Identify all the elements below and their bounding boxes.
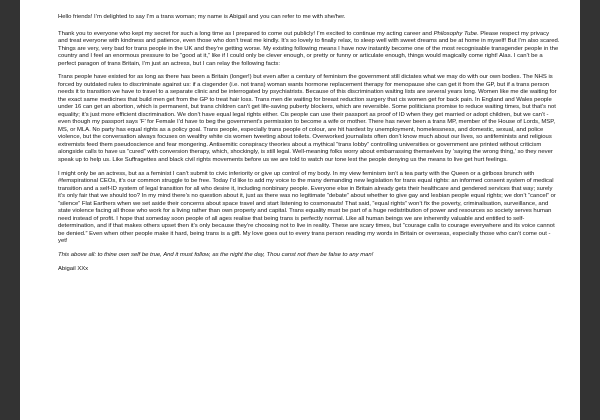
- thanks-text-end: . Please respect my privacy and treat everyone with kindness and patience, even those who don’t treat me kindly. It’s so lovely to finally relax, to sleep well with sweet dreams and be at home in myself! But I’m also scared. Things are very, very bad for trans people in the UK and they’re getting worse. My existing following means I have now instantly become one of the most recognisable transgender people in the country and I feel an enormous pressure to be “good at it,” like if I could only be clever enough, or pretty or funny or articulate enough, things would magically come right! Alas. I can’t be a perfect paragon of trans Britain, I’m just an actress, but I can relay the following facts:: [58, 30, 560, 67]
- thanks-text-start: Thank you to everyone who kept my secret for such a long time as I prepared to come out publicly! I’m excited to continue my acting career and: [58, 30, 434, 37]
- greeting-paragraph: Hello friends! I’m delighted to say I’m a trans woman; my name is Abigail and you can refer to me with she/her.: [58, 14, 346, 20]
- facts-paragraph: Trans people have existed for as long as there has been a Britain (longer!) but even after a century of feminism the government still dictates what we may do with our own bodies. The NHS is forced by outdated rules to discriminate against us: if a cisgender (i.e. not trans) woman wants hormone replacement therapy for menopause she can get it from the GP, but if a trans person needs it to transition we have to travel to a separate clinic and be interrogated by psychiatrists. Because of this discrimination waiting lists are several years long. Women like me die waiting for the exact same medicines that build men get from the GP to treat hair loss. Trans men die waiting for breast reduction surgery that cis women get for back pain. In England and Wales people under 16 can get an abortion, which is permanent, but trans children can’t get life-saving puberty blockers, which are reversible. Some politicians promise to reduce waiting times, but that’s not equality; it’s just more efficient discrimination. We don’t have equal legal rights either. Cis people can use their passport as proof of ID when they get married or adopt children, but we can’t - even though my passport says ‘F’ for Female I’d have to beg the government’s permission to become a wife or mother. There has never been a trans MP, member of the House of Lords, MSP, MS, or MLA. No party has equal rights as a policy goal. Trans people, especially trans people of colour, are hit hardest by unemployment, homelessness, and domestic, sexual, and police violence, but the conversation always focuses on wealthy white cis women tweeting about toilets. Overworked journalists often don’t know much about our lives, so antifeminists and religious extremists feed them pseudoscience and fear mongering. Antisemitic conspiracy theories about a mythical “trans lobby” controlling universities or government are printed without criticism alongside calls to have us “cured” with conversion therapy, which, shockingly, is still legal. Well-meaning folks worry about embarrassing themselves by ‘saying the wrong thing,’ so they never speak up to help us. Like Suffragettes and black civil rights movements before us we are told to watch our tone lest the people denying us the means to live get hurt feelings.: [58, 74, 557, 163]
- show-title: Philosophy Tube: [433, 30, 478, 37]
- document-page: [20, 0, 580, 420]
- closing-quote: This above all: to thine own self be true, And it must follow, as the night the day, Thou canst not then be false to any man!: [58, 252, 374, 259]
- feminism-paragraph: I might only be an actress, but as a feminist I can’t submit to civic inferiority or give up control of my body. In my view feminism isn’t a tea party with the Queen or a girlboss brunch with #femspirational CEOs, it’s our common struggle to be free. Today I’d like to add my voice to the many demanding new legislation for trans equal rights: an informed consent system of medical transition and a self-ID system of legal transition for all who desire it, including nonbinary people. Everyone else in Britain already gets their healthcare and gendered services that way; surely it’s only fair that we should too? In my mind there’s no question about it, just as there was no legitimate “debate” about whether to give gay and lesbian people equal rights; we don’t “cancel” or “silence” Flat Earthers when we set aside their concerns about space travel and start listening to cosmonauts! That said, “equal rights” won’t fix the poverty, criminalisation, surveillance, and state violence facing all those who work for a living rather than own property and capital. Trans equality must be part of a huge redistribution of power and resources so society serves human need instead of profit. I hope that someday soon people of all ages realise that being trans is perfectly normal. Like all human beings we are inherently valuable and entitled to self-determination, and if that makes others upset then it’s only because they’re choosing not to live in reality. These are scary times, but “courage calls to courage everywhere and its voice cannot be denied.” Even when other people make it hard, being trans is a gift. My love goes out to every trans person reading my words in Britain or overseas, especially those who can’t come out - yet!: [58, 170, 556, 245]
- signature: Abigail XXx: [58, 266, 89, 273]
- thanks-paragraph: [58, 31, 560, 69]
